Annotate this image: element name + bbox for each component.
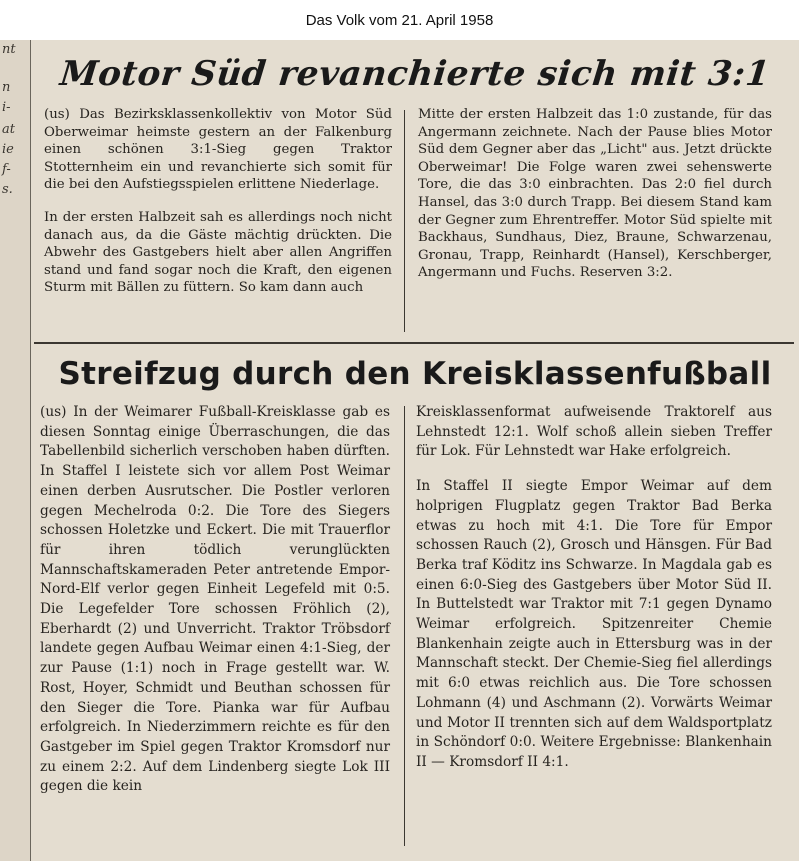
article2-column-right (416, 403, 772, 773)
article1-paragraph: Mitte der ersten Halbzeit das 1:0 zustande, für das Angermann zeichnete. Nach der Pause blies Motor Süd dem Gegner aber das „Licht" aus. Jetzt drückte Oberweimar! Die Folge waren zwei sehenswerte Tore, die das 3:0 einbrachten. Das 2:0 fiel durch Hansel, das 3:0 durch Trapp. Bei diesem Stand kam der Gegner zum Ehrentreffer. Motor Süd spielte mit Backhaus, Sundhaus, Diez, Braune, Schwarzenau, Gronau, Trapp, Reinhardt (Hansel), Kerschberger, Angermann und Fuchs. Reserven 3:2. (418, 107, 772, 281)
newspaper-clipping (0, 40, 799, 861)
article2-headline: Streifzug durch den Kreisklassenfußball (58, 356, 772, 392)
article2-paragraph: In Staffel II siegte Empor Weimar auf dem holprigen Flugplatz gegen Traktor Bad Berka etwas zu hoch mit 4:1. Die Tore für Empor schossen Rauch (2), Grosch und Hänsgen. Für Bad Berka traf Köditz ins Schwarze. In Magdala gab es einen 6:0-Sieg des Gastgebers über Motor Süd II. In Buttelstedt war Traktor mit 7:1 gegen Dynamo Weimar erfolgreich. Spitzenreiter Chemie Blankenhain zeigte auch in Ettersburg was in der Mannschaft steckt. Der Chemie-Sieg fiel allerdings mit 6:0 etwas reichlich aus. Die Tore schossen Lohmann (4) und Aschmann (2). Vorwärts Weimar und Motor II trennten sich auf dem Waldsportplatz in Schöndorf 0:0. Weitere Ergebnisse: Blankenhain II — Kromsdorf II 4:1. (416, 478, 772, 770)
adjacent-column-fragment (0, 40, 31, 861)
article1-paragraph: In der ersten Halbzeit sah es allerdings noch nicht danach aus, da die Gäste mächtig drückten. Die Abwehr des Gastgebers hielt aber allen Angriffen stand und fand sogar noch die Kraft, den eigenen Sturm mit Bällen zu füttern. So kam dann auch (44, 209, 392, 296)
article2-column-left (40, 403, 390, 797)
article2-paragraph: (us) In der Weimarer Fußball-Kreisklasse gab es diesen Sonntag einige Überraschungen, die das Tabellenbild sicherlich verschoben haben dürften. In Staffel I leistete sich vor allem Post Weimar einen derben Ausrutscher. Die Postler verloren gegen Mechelroda 0:2. Die Tore des Siegers schossen Holetzke und Eckert. Die mit Trauerflor für ihren tödlich verunglückten Mannschaftskameraden Peter antretende Empor-Nord-Elf verlor gegen Einheit Legefeld mit 0:5. Die Legefelder Tore schossen Fröhlich (2), Eberhardt (2) und Unverricht. Traktor Tröbsdorf landete gegen Aufbau Weimar einen 4:1-Sieg, der zur Pause (1:1) noch in Frage gestellt war. W. Rost, Hoyer, Schmidt und Beuthan schossen für den Sieger die Tore. Pianka war für Aufbau erfolgreich. In Niederzimmern reichte es für den Gastgeber im Spiel gegen Traktor Kromsdorf nur zu einem 2:2. Auf dem Lindenberg siegte Lok III gegen die kein (40, 404, 390, 795)
fragment-text: i- (2, 100, 11, 115)
article1-column-right (418, 106, 772, 282)
article1-paragraph: (us) Das Bezirksklassenkollektiv von Motor Süd Oberweimar heimste gestern an der Falkenburg einen schönen 3:1-Sieg gegen Traktor Stotternheim ein und revanchierte sich somit für die bei den Aufstiegsspielen erlittene Niederlage. (44, 107, 392, 193)
article1-headline: Motor Süd revanchierte sich mit 3:1 (58, 54, 772, 94)
fragment-text: n (2, 80, 11, 95)
article-separator (34, 342, 794, 344)
fragment-text: nt (2, 42, 16, 57)
column-divider (404, 110, 405, 332)
image-caption: Das Volk vom 21. April 1958 (305, 11, 494, 29)
article2-paragraph: Kreisklassenformat aufweisende Traktorelf aus Lehnstedt 12:1. Wolf schoß allein sieben Treffer für Lok. Für Lehnstedt war Hake erfolgreich. (416, 404, 772, 460)
fragment-text: f- (2, 162, 11, 177)
fragment-text: s. (2, 182, 13, 197)
column-divider (404, 406, 405, 846)
fragment-text: ie (2, 142, 14, 157)
article1-column-left (44, 106, 392, 297)
fragment-text: at (2, 122, 15, 137)
